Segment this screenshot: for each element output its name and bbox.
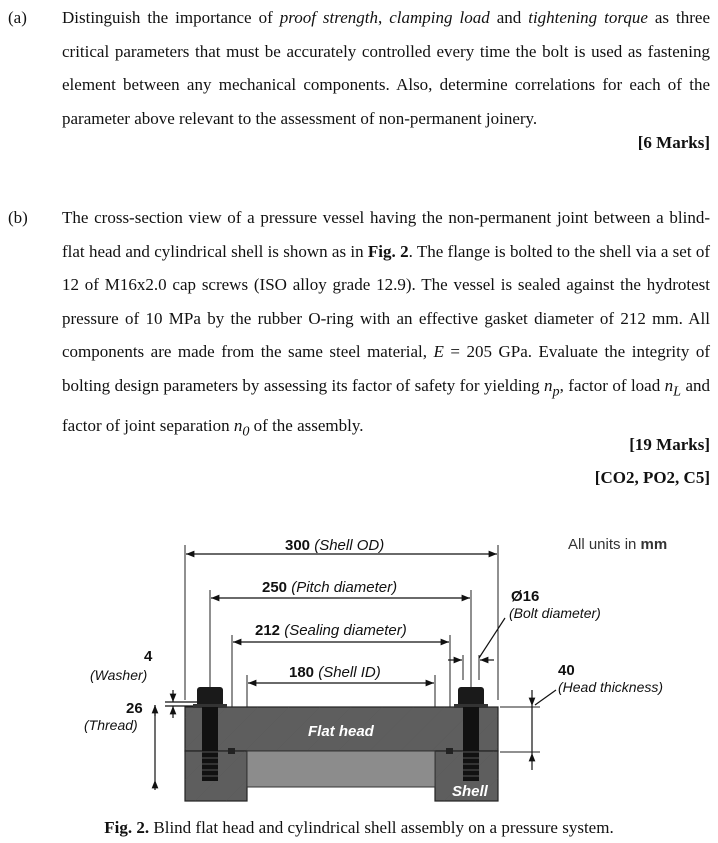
part-a-marks: [6 Marks] — [637, 133, 710, 152]
washer-value: 4 — [144, 648, 153, 665]
o-ring-left — [228, 748, 235, 754]
shell-label: Shell — [452, 783, 488, 800]
head-thickness-value: 40 — [558, 662, 575, 679]
part-b-label: (b) — [8, 208, 28, 227]
thread-value: 26 — [126, 700, 143, 717]
figure-caption: Fig. 2. Blind flat head and cylindrical shell assembly on a pressure system. — [104, 818, 614, 837]
shell-interior — [247, 751, 435, 787]
washer-label: (Washer) — [90, 667, 148, 683]
part-a-question: Distinguish the importance of proof strength, clamping load and tightening torque as three critical parameters that must be accurately controlled every time the bolt is used as fastening element between any mechanical components. Also, determine correlations for each of the parameter above relevant to the assessment of non-permanent joinery. — [62, 8, 710, 128]
part-b-marks: [19 Marks] — [629, 435, 710, 454]
o-ring-right — [446, 748, 453, 754]
shell-id-label: 180 (Shell ID) — [289, 664, 381, 681]
units-note: All units in mm — [568, 536, 668, 553]
shell-od-label: 300 (Shell OD) — [285, 537, 385, 554]
part-a-label: (a) — [8, 8, 27, 27]
pitch-label: 250 (Pitch diameter) — [262, 579, 398, 596]
part-b-outcomes: [CO2, PO2, C5] — [594, 468, 710, 487]
flat-head-label: Flat head — [308, 723, 374, 740]
thread-label: (Thread) — [84, 717, 138, 733]
bolt-dia-value: Ø16 — [511, 588, 540, 605]
sealing-label: 212 (Sealing diameter) — [255, 622, 407, 639]
head-thickness-label: (Head thickness) — [558, 679, 664, 695]
part-b-question: The cross-section view of a pressure vessel having the non-permanent joint between a blind-flat head and cylindrical shell is shown as in Fig. 2. The flange is bolted to the shell via a set of 12 of M16x2.0 cap screws (ISO alloy grade 12.9). The vessel is sealed against the hydrotest pressure of 10 MPa by the rubber O-ring with an effective gasket diameter of 212 mm. All components are made from the same steel material, E = 205 GPa. Evaluate the integrity of bolting design parameters by assessing its factor of safety for yielding $n_p$, factor of load $n_L$ and factor of joint separation $n_0$ of the assembly. — [62, 208, 711, 440]
bolt-dia-label: (Bolt diameter) — [509, 605, 601, 621]
